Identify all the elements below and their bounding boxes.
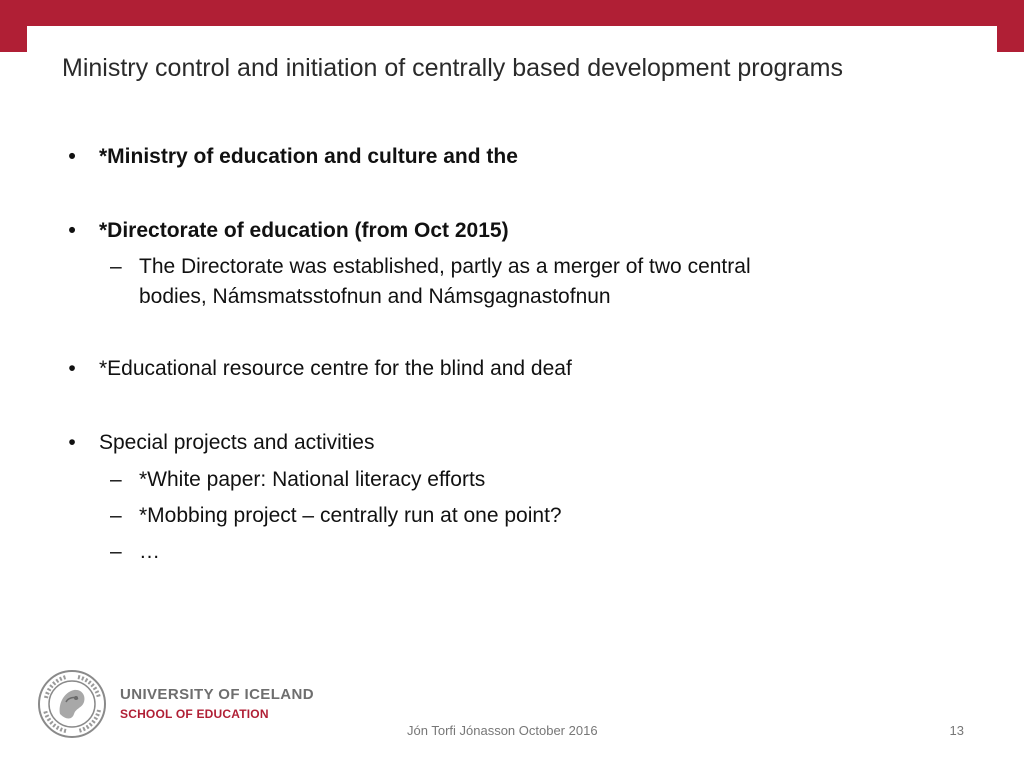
bullet-item: [62, 214, 942, 248]
header-frame-right: [997, 26, 1024, 52]
sub-bullet-text: *Mobbing project – centrally run at one point?: [139, 504, 562, 527]
university-name: UNIVERSITY OF ICELAND: [120, 686, 314, 703]
page-number: 13: [949, 723, 964, 738]
bullet-dot: •: [68, 145, 76, 168]
bullet-text: *Ministry of education and culture and the: [99, 145, 518, 168]
sub-bullet-item: [62, 536, 942, 568]
sub-bullet-text: *White paper: National literacy efforts: [139, 468, 486, 491]
sub-bullet-text: The Directorate was established, partly as a merger of two central: [139, 255, 751, 278]
sub-bullet-item: [62, 464, 942, 496]
bullet-item: [62, 140, 942, 174]
bullet-text: Special projects and activities: [99, 431, 375, 454]
slide-content: [62, 140, 942, 568]
slide-title: Ministry control and initiation of centrally based development programs: [62, 54, 843, 82]
sub-bullet-dash: –: [110, 540, 122, 563]
sub-bullet-dash: –: [110, 255, 122, 278]
bullet-item: [62, 426, 942, 460]
footer-author-date: Jón Torfi Jónasson October 2016: [407, 723, 598, 738]
university-seal-icon: [36, 668, 108, 740]
bullet-text: *Educational resource centre for the blind and deaf: [99, 357, 572, 380]
header-panel: [27, 26, 997, 52]
sub-bullet-item: [62, 500, 942, 532]
sub-bullet-dash: –: [110, 468, 122, 491]
bullet-item: [62, 352, 942, 386]
bullet-dot: •: [68, 219, 76, 242]
sub-bullet-text-continued: bodies, Námsmatsstofnun and Námsgagnastofnun: [139, 285, 611, 308]
header-frame-left: [0, 26, 27, 52]
bullet-dot: •: [68, 431, 76, 454]
sub-bullet-text: …: [139, 540, 160, 563]
sub-bullet-dash: –: [110, 504, 122, 527]
top-band: [0, 0, 1024, 26]
sub-bullet-item: [62, 252, 942, 312]
bullet-dot: •: [68, 357, 76, 380]
school-name: SCHOOL OF EDUCATION: [120, 707, 269, 721]
bullet-text: *Directorate of education (from Oct 2015): [99, 219, 509, 242]
